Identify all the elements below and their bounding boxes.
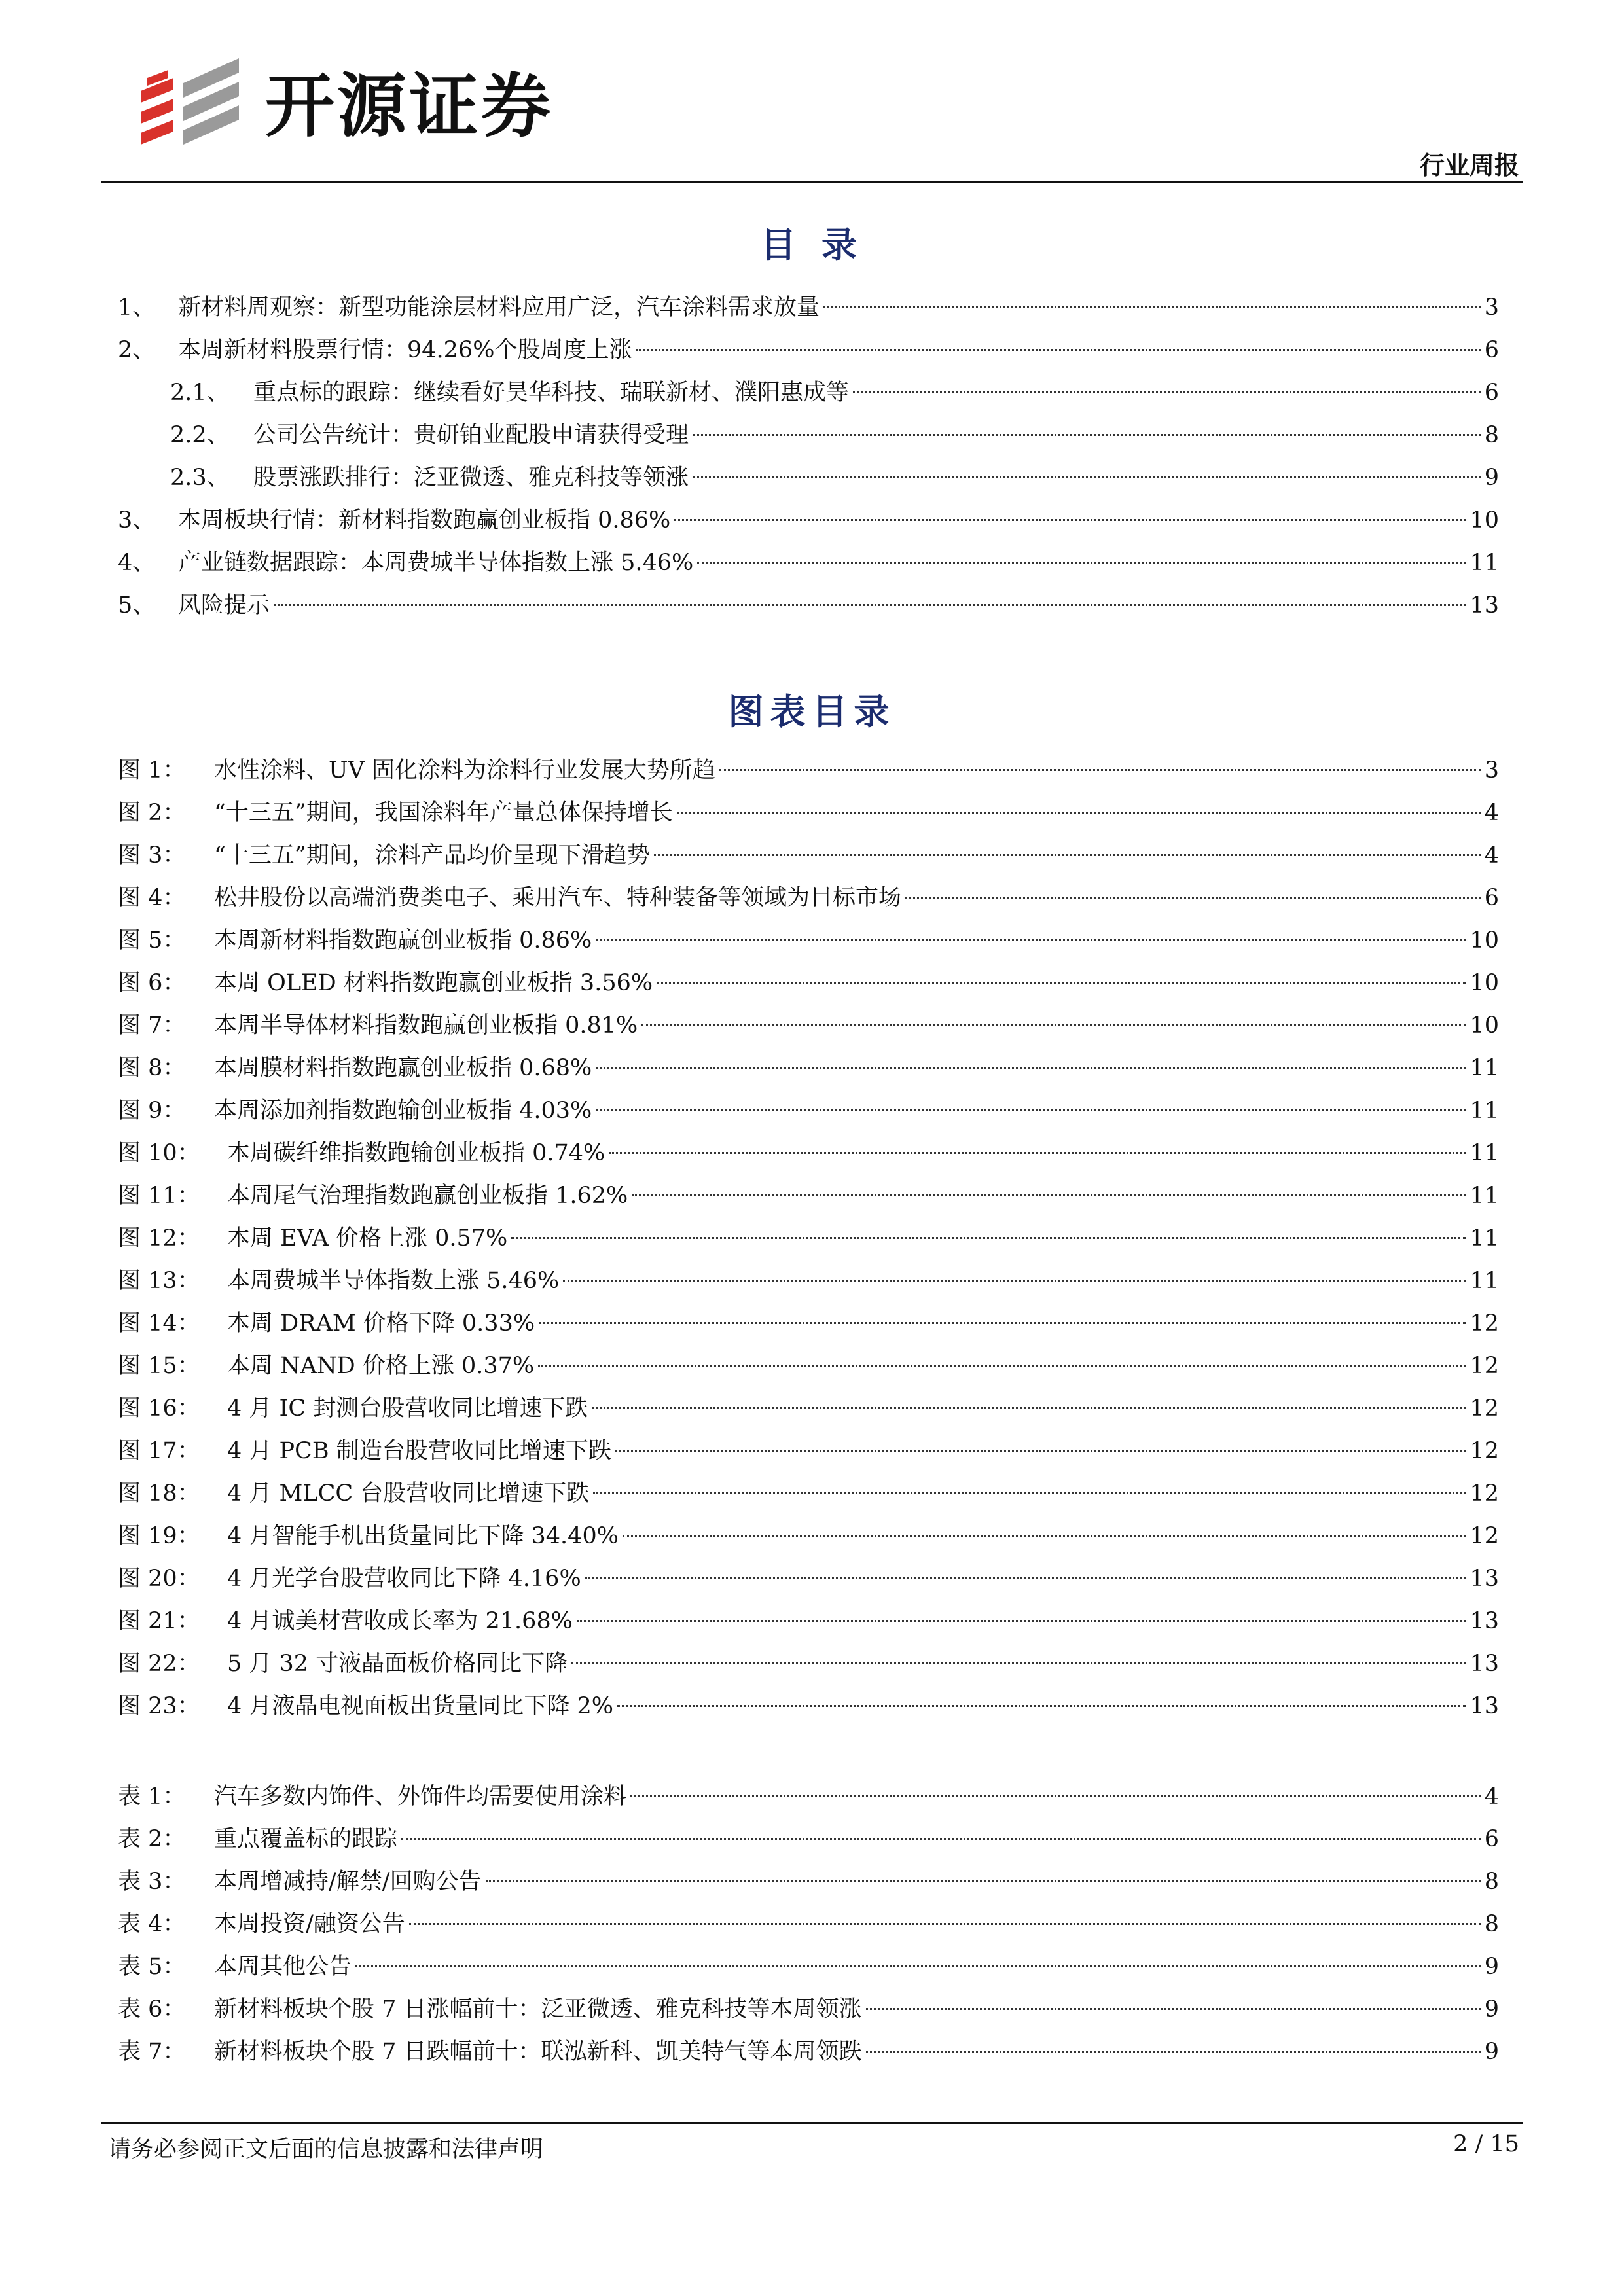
toc-entry[interactable] [118,414,1499,457]
figure-entry[interactable] [118,1558,1499,1600]
figure-entry[interactable] [118,920,1499,962]
entry-text: 新材料周观察：新型功能涂层材料应用广泛，汽车涂料需求放量 [178,295,820,321]
entry-number: 图 21： [118,1608,200,1634]
entry-page-number: 9 [1484,1996,1499,2022]
dot-leader [615,1450,1466,1452]
brand-logo [134,51,553,151]
figure-entry[interactable] [118,1047,1499,1090]
entry-page-number: 13 [1470,1651,1499,1677]
entry-number: 图 1： [118,757,186,783]
dot-leader [274,604,1466,606]
table-entry[interactable] [118,1988,1499,2031]
entry-number: 图 15： [118,1353,200,1379]
entry-text: 重点标的跟踪：继续看好昊华科技、瑞联新材、濮阳惠成等 [253,380,850,406]
entry-page-number: 13 [1470,1566,1499,1592]
figure-entry[interactable] [118,1430,1499,1473]
entry-number: 图 4： [118,885,186,911]
entry-text: 4 月 MLCC 台股营收同比增速下跌 [227,1480,590,1507]
entry-text: 本周投资/融资公告 [214,1911,405,1937]
entry-number: 图 17： [118,1438,200,1464]
entry-number: 图 11： [118,1183,200,1209]
entry-page-number: 13 [1470,1693,1499,1719]
brand-mark-icon [134,52,245,150]
dot-leader [823,306,1481,308]
toc-entry[interactable] [118,457,1499,499]
toc-entry[interactable] [118,329,1499,372]
figure-entry[interactable] [118,1388,1499,1430]
dot-leader [677,812,1481,814]
dot-leader [585,1577,1466,1579]
table-entry[interactable] [118,2031,1499,2073]
entry-text: 汽车多数内饰件、外饰件均需要使用涂料 [214,1784,627,1810]
dot-leader [511,1237,1466,1239]
figure-entry[interactable] [118,834,1499,877]
entry-text: 本周费城半导体指数上涨 5.46% [227,1268,560,1294]
entry-number: 表 7： [118,2039,186,2065]
entry-page-number: 12 [1470,1480,1499,1507]
entry-page-number: 6 [1484,1826,1499,1852]
dot-leader [866,2008,1481,2010]
entry-text: 公司公告统计：贵研铂业配股申请获得受理 [253,422,689,448]
dot-leader [355,1965,1481,1967]
entry-page-number: 11 [1470,1098,1499,1124]
entry-text: 重点覆盖标的跟踪 [214,1826,398,1852]
entry-text: 本周其他公告 [214,1954,352,1980]
entry-text: 5 月 32 寸液晶面板价格同比下降 [227,1651,568,1677]
entry-number: 5、 [118,592,156,619]
toc-title: 目 录 [761,224,863,266]
entry-text: 4 月智能手机出货量同比下降 34.40% [227,1523,619,1549]
entry-number: 2.2、 [170,422,230,448]
figure-entry[interactable] [118,1132,1499,1175]
entry-number: 图 7： [118,1013,186,1039]
entry-page-number: 3 [1484,757,1499,783]
table-entry[interactable] [118,1946,1499,1988]
entry-text: 4 月液晶电视面板出货量同比下降 2% [227,1693,614,1719]
dot-leader [674,519,1466,521]
figure-entry[interactable] [118,962,1499,1005]
dot-leader [853,391,1481,393]
dot-leader [609,1152,1466,1154]
entry-number: 图 20： [118,1566,200,1592]
entry-text: 4 月光学台股营收同比下降 4.16% [227,1566,581,1592]
entry-page-number: 11 [1470,550,1499,576]
entry-page-number: 8 [1484,1911,1499,1937]
entry-text: “十三五”期间，涂料产品均价呈现下滑趋势 [214,842,650,869]
entry-number: 2、 [118,337,156,363]
entry-number: 图 6： [118,970,186,996]
figure-entry[interactable] [118,1260,1499,1302]
entry-number: 图 19： [118,1523,200,1549]
dot-leader [486,1880,1481,1882]
dot-leader [596,1067,1466,1069]
entry-number: 3、 [118,507,156,533]
entry-number: 表 2： [118,1826,186,1852]
table-entry[interactable] [118,1818,1499,1861]
toc-entry[interactable] [118,584,1499,627]
entry-page-number: 11 [1470,1268,1499,1294]
entry-text: 本周膜材料指数跑赢创业板指 0.68% [214,1055,592,1081]
figure-entry[interactable] [118,792,1499,834]
document-type: 行业周报 [1419,151,1519,180]
entry-page-number: 4 [1484,800,1499,826]
footer-divider [101,2122,1523,2124]
entry-page-number: 12 [1470,1353,1499,1379]
entry-text: 本周半导体材料指数跑赢创业板指 0.81% [214,1013,638,1039]
entry-number: 图 16： [118,1395,200,1422]
entry-number: 表 4： [118,1911,186,1937]
figure-entry[interactable] [118,1005,1499,1047]
figure-entry[interactable] [118,1600,1499,1643]
figure-entry[interactable] [118,1345,1499,1388]
entry-page-number: 6 [1484,885,1499,911]
entry-page-number: 12 [1470,1438,1499,1464]
entry-page-number: 6 [1484,380,1499,406]
entry-page-number: 11 [1470,1140,1499,1166]
entry-number: 2.3、 [170,465,230,491]
dot-leader [697,562,1466,564]
entry-text: 本周 NAND 价格上涨 0.37% [227,1353,535,1379]
entry-text: 本周 OLED 材料指数跑赢创业板指 3.56% [214,970,653,996]
dot-leader [630,1795,1481,1797]
dot-leader [905,897,1481,899]
figure-list [118,749,1499,1728]
toc-entry[interactable] [118,542,1499,584]
entry-text: “十三五”期间，我国涂料年产量总体保持增长 [214,800,673,826]
dot-leader [409,1923,1481,1925]
entry-text: 风险提示 [178,592,270,619]
entry-number: 图 12： [118,1225,200,1251]
entry-page-number: 10 [1470,927,1499,954]
entry-text: 本周 EVA 价格上涨 0.57% [227,1225,508,1251]
dot-leader [596,939,1466,941]
entry-page-number: 4 [1484,1784,1499,1810]
entry-number: 表 5： [118,1954,186,1980]
figure-entry[interactable] [118,1090,1499,1132]
entry-page-number: 11 [1470,1055,1499,1081]
entry-number: 图 8： [118,1055,186,1081]
entry-page-number: 10 [1470,970,1499,996]
entry-text: 产业链数据跟踪：本周费城半导体指数上涨 5.46% [178,550,694,576]
entry-page-number: 12 [1470,1310,1499,1336]
page-indicator: 2 / 15 [1453,2131,1519,2157]
entry-page-number: 9 [1484,1954,1499,1980]
figure-entry[interactable] [118,1217,1499,1260]
figure-entry[interactable] [118,1473,1499,1515]
page-header [0,0,1624,190]
dot-leader [657,982,1466,984]
dot-leader [636,349,1480,351]
dot-leader [539,1322,1466,1324]
entry-number: 图 23： [118,1693,200,1719]
entry-number: 图 18： [118,1480,200,1507]
entry-text: 新材料板块个股 7 日涨幅前十：泛亚微透、雅克科技等本周领涨 [214,1996,862,2022]
entry-text: 股票涨跌排行：泛亚微透、雅克科技等领涨 [253,465,689,491]
table-entry[interactable] [118,1776,1499,1818]
toc-list [118,287,1499,627]
figure-entry[interactable] [118,1175,1499,1217]
dot-leader [719,769,1481,771]
figures-title: 图表目录 [728,691,896,732]
figure-entry[interactable] [118,1643,1499,1685]
dot-leader [401,1838,1481,1840]
entry-number: 表 6： [118,1996,186,2022]
entry-text: 松井股份以高端消费类电子、乘用汽车、特种装备等领域为目标市场 [214,885,902,911]
entry-text: 水性涂料、UV 固化涂料为涂料行业发展大势所趋 [214,757,715,783]
entry-number: 图 10： [118,1140,200,1166]
toc-entry[interactable] [118,499,1499,542]
entry-page-number: 10 [1470,1013,1499,1039]
entry-text: 4 月诚美材营收成长率为 21.68% [227,1608,573,1634]
header-divider [101,181,1523,183]
entry-number: 表 1： [118,1784,186,1810]
entry-page-number: 3 [1484,295,1499,321]
dot-leader [538,1365,1466,1367]
table-list [118,1776,1499,2073]
entry-page-number: 9 [1484,2039,1499,2065]
entry-page-number: 13 [1470,592,1499,619]
entry-page-number: 8 [1484,422,1499,448]
dot-leader [593,1492,1466,1494]
dot-leader [623,1535,1466,1537]
entry-page-number: 11 [1470,1183,1499,1209]
entry-number: 图 14： [118,1310,200,1336]
entry-page-number: 11 [1470,1225,1499,1251]
entry-number: 图 5： [118,927,186,954]
figure-entry[interactable] [118,1302,1499,1345]
entry-text: 本周 DRAM 价格下降 0.33% [227,1310,535,1336]
figure-entry[interactable] [118,749,1499,792]
table-entry[interactable] [118,1861,1499,1903]
dot-leader [866,2051,1481,2053]
entry-page-number: 4 [1484,842,1499,869]
entry-text: 4 月 IC 封测台股营收同比增速下跌 [227,1395,588,1422]
entry-page-number: 12 [1470,1395,1499,1422]
figure-entry[interactable] [118,1685,1499,1728]
entry-number: 图 2： [118,800,186,826]
dot-leader [693,476,1481,478]
entry-text: 本周碳纤维指数跑输创业板指 0.74% [227,1140,605,1166]
dot-leader [571,1662,1466,1664]
dot-leader [592,1407,1466,1409]
toc-entry[interactable] [118,287,1499,329]
dot-leader [654,854,1481,856]
entry-page-number: 12 [1470,1523,1499,1549]
entry-text: 本周增减持/解禁/回购公告 [214,1869,482,1895]
entry-page-number: 9 [1484,465,1499,491]
entry-page-number: 8 [1484,1869,1499,1895]
figure-entry[interactable] [118,877,1499,920]
table-entry[interactable] [118,1903,1499,1946]
figure-entry[interactable] [118,1515,1499,1558]
entry-text: 本周添加剂指数跑输创业板指 4.03% [214,1098,592,1124]
entry-number: 图 3： [118,842,186,869]
entry-number: 1、 [118,295,156,321]
entry-page-number: 10 [1470,507,1499,533]
dot-leader [596,1109,1466,1111]
dot-leader [632,1194,1466,1196]
entry-text: 本周新材料指数跑赢创业板指 0.86% [214,927,592,954]
entry-number: 图 13： [118,1268,200,1294]
dot-leader [617,1705,1466,1707]
dot-leader [563,1280,1466,1282]
entry-number: 2.1、 [170,380,230,406]
dot-leader [577,1620,1466,1622]
entry-number: 图 9： [118,1098,186,1124]
entry-text: 本周新材料股票行情：94.26%个股周度上涨 [178,337,632,363]
entry-number: 表 3： [118,1869,186,1895]
dot-leader [693,434,1481,436]
entry-text: 本周尾气治理指数跑赢创业板指 1.62% [227,1183,628,1209]
entry-number: 4、 [118,550,156,576]
toc-entry[interactable] [118,372,1499,414]
footer-disclaimer: 请务必参阅正文后面的信息披露和法律声明 [108,2136,544,2162]
brand-name: 开源证券 [265,66,553,147]
entry-number: 图 22： [118,1651,200,1677]
entry-text: 本周板块行情：新材料指数跑赢创业板指 0.86% [178,507,671,533]
entry-page-number: 13 [1470,1608,1499,1634]
dot-leader [641,1024,1466,1026]
entry-text: 新材料板块个股 7 日跌幅前十：联泓新科、凯美特气等本周领跌 [214,2039,862,2065]
entry-text: 4 月 PCB 制造台股营收同比增速下跌 [227,1438,611,1464]
entry-page-number: 6 [1484,337,1499,363]
